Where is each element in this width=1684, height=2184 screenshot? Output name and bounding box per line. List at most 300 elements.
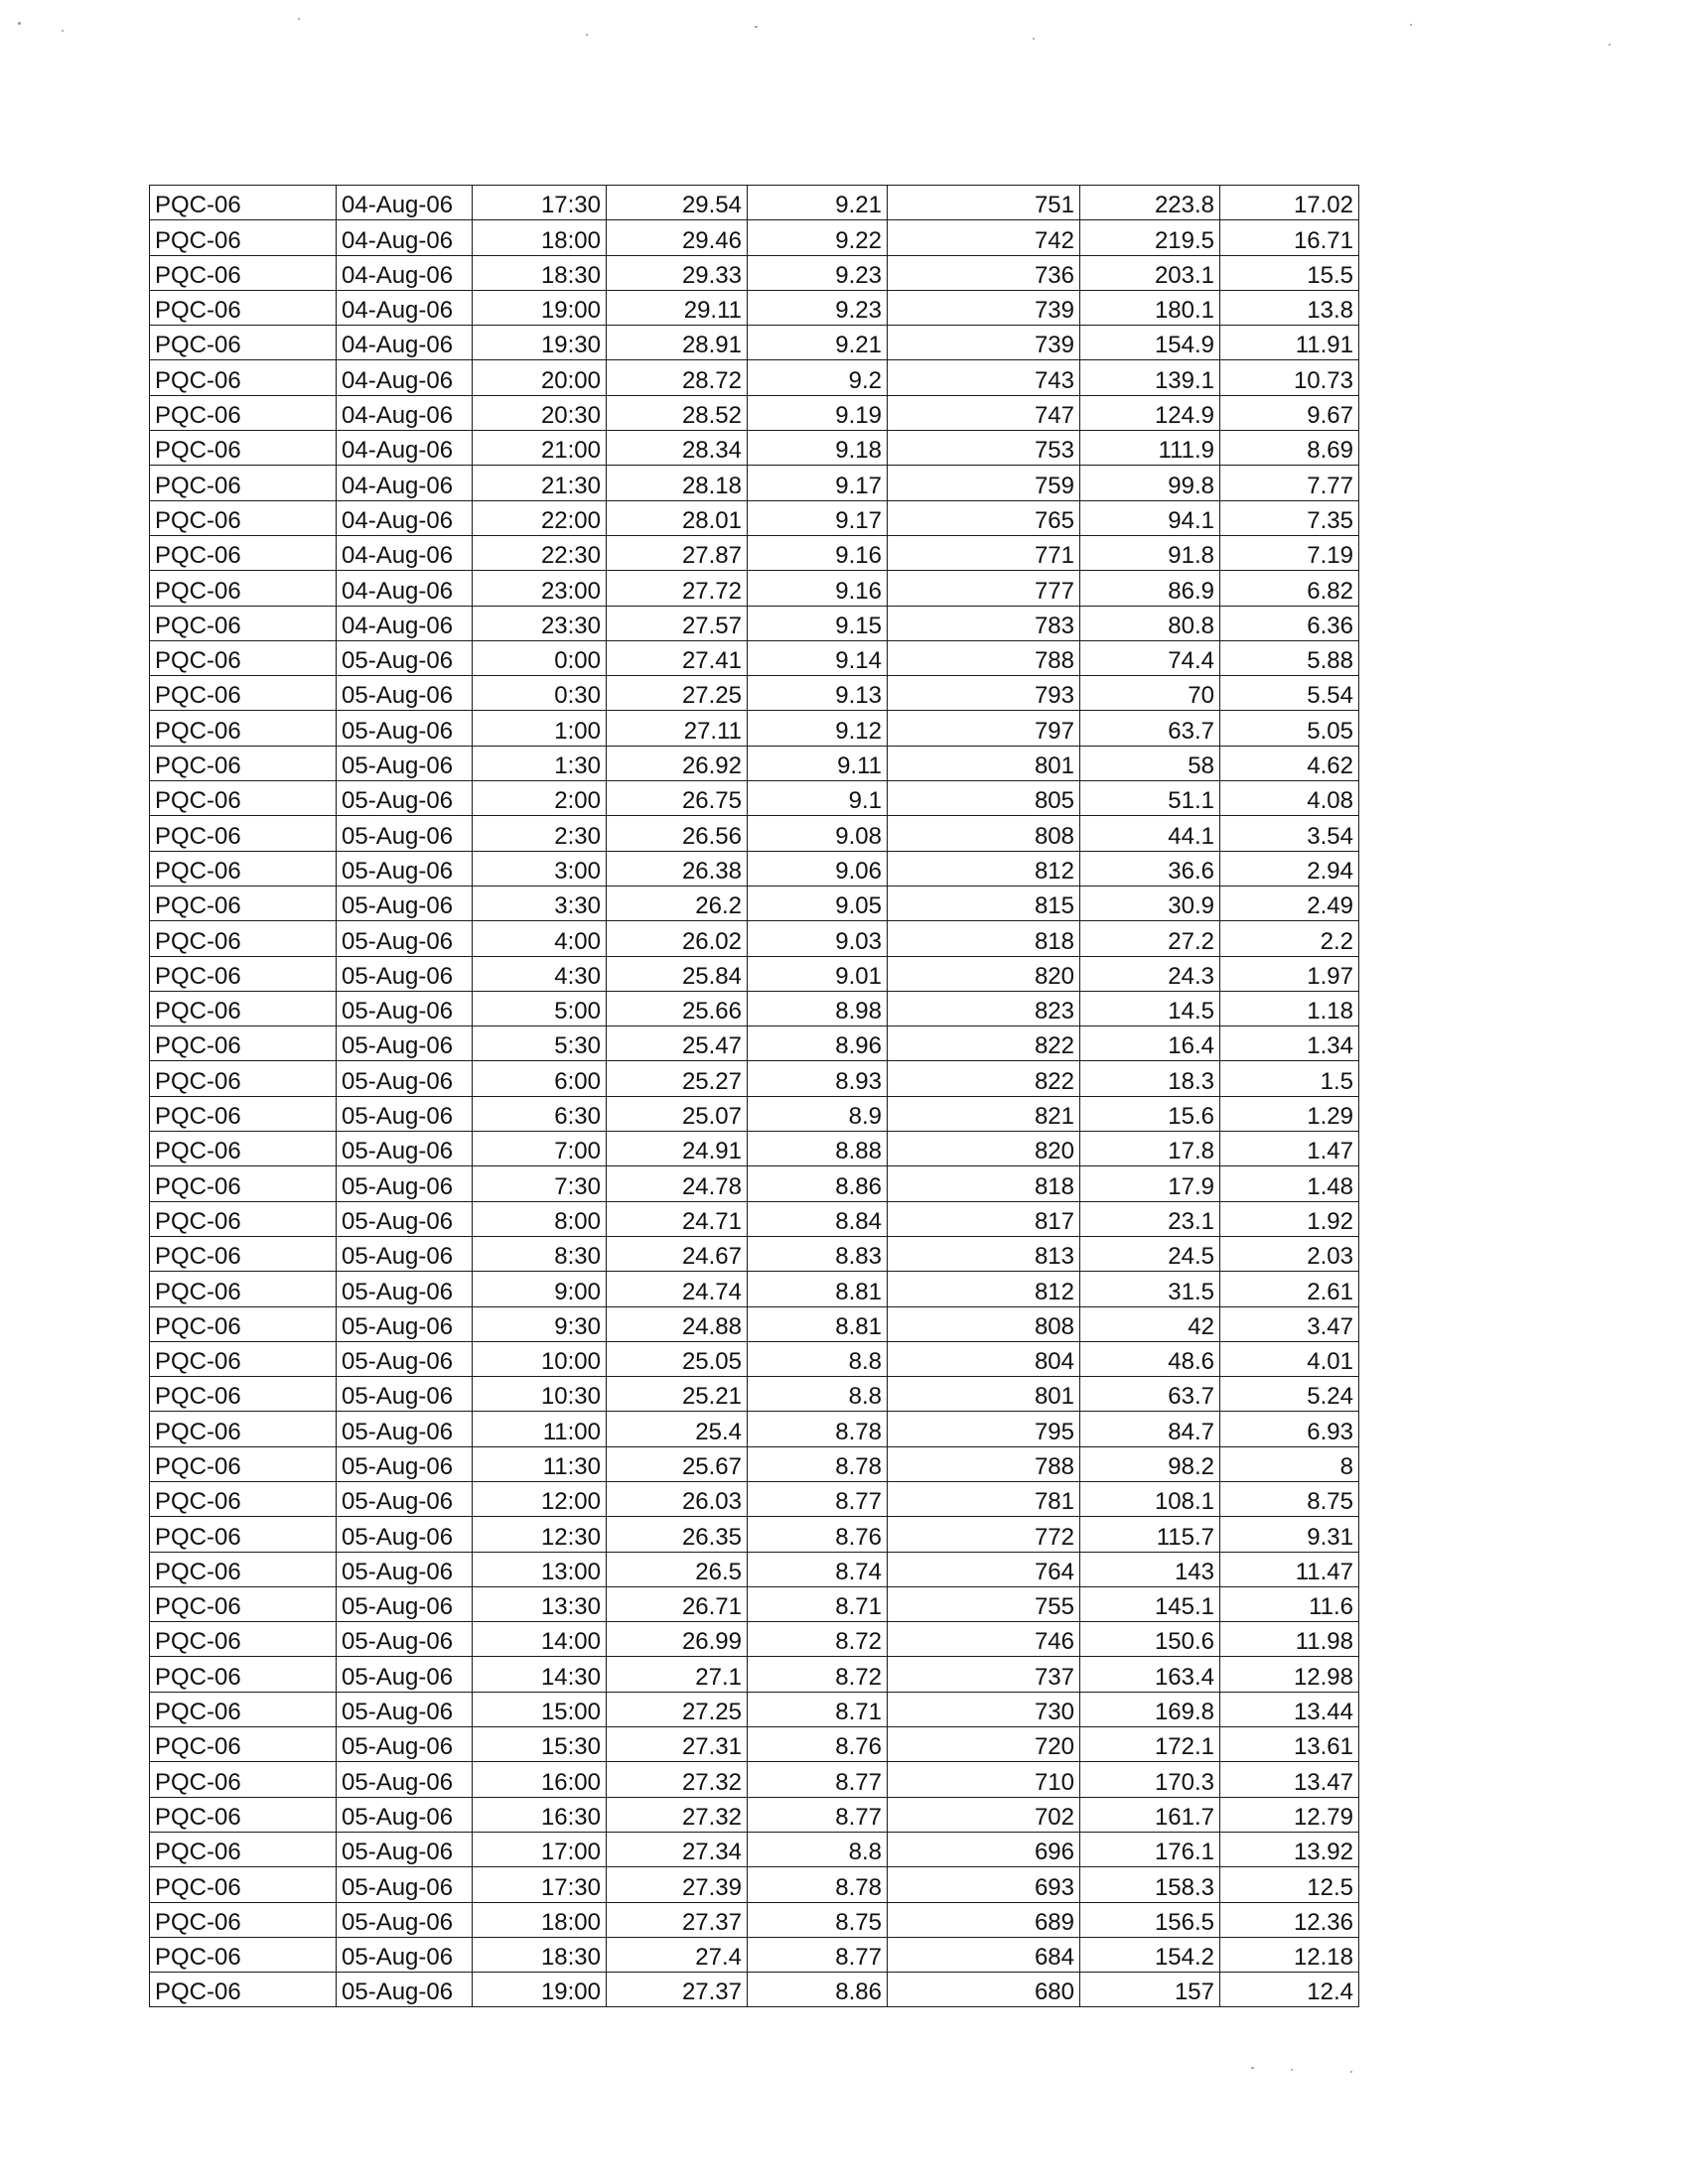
station-id-cell: PQC-06	[150, 1412, 337, 1446]
value-col-5-cell: 8.71	[748, 1692, 888, 1726]
value-col-4-cell: 24.88	[607, 1306, 748, 1341]
time-cell: 17:30	[473, 186, 607, 220]
time-cell: 8:30	[473, 1236, 607, 1271]
value-col-8-cell: 15.5	[1220, 255, 1359, 290]
table-row	[150, 781, 1359, 816]
date-cell: 04-Aug-06	[337, 431, 473, 466]
date-cell: 05-Aug-06	[337, 1867, 473, 1902]
time-cell: 17:00	[473, 1832, 607, 1866]
value-col-6-cell: 805	[888, 781, 1080, 816]
table-row	[150, 886, 1359, 920]
date-cell: 05-Aug-06	[337, 1236, 473, 1271]
value-col-6-cell: 739	[888, 326, 1080, 360]
value-col-5-cell: 8.77	[748, 1481, 888, 1516]
value-col-5-cell: 9.16	[748, 571, 888, 606]
value-col-7-cell: 63.7	[1080, 711, 1220, 746]
date-cell: 05-Aug-06	[337, 1552, 473, 1586]
scan-speck	[1291, 2069, 1293, 2071]
time-cell: 7:00	[473, 1132, 607, 1166]
value-col-8-cell: 5.88	[1220, 640, 1359, 675]
value-col-6-cell: 797	[888, 711, 1080, 746]
time-cell: 21:00	[473, 431, 607, 466]
value-col-4-cell: 25.4	[607, 1412, 748, 1446]
table-row	[150, 816, 1359, 851]
value-col-8-cell: 9.31	[1220, 1517, 1359, 1552]
value-col-6-cell: 793	[888, 676, 1080, 711]
scan-speck	[1033, 38, 1035, 40]
station-id-cell: PQC-06	[150, 1586, 337, 1621]
time-cell: 22:30	[473, 535, 607, 570]
table-row	[150, 1272, 1359, 1306]
station-id-cell: PQC-06	[150, 711, 337, 746]
time-cell: 1:30	[473, 746, 607, 780]
station-id-cell: PQC-06	[150, 1377, 337, 1412]
date-cell: 04-Aug-06	[337, 395, 473, 430]
value-col-4-cell: 24.78	[607, 1166, 748, 1201]
value-col-8-cell: 1.97	[1220, 956, 1359, 991]
time-cell: 18:00	[473, 1902, 607, 1937]
station-id-cell: PQC-06	[150, 186, 337, 220]
value-col-7-cell: 223.8	[1080, 186, 1220, 220]
table-row	[150, 360, 1359, 395]
value-col-8-cell: 8.69	[1220, 431, 1359, 466]
value-col-4-cell: 25.05	[607, 1341, 748, 1376]
value-col-6-cell: 680	[888, 1973, 1080, 2007]
time-cell: 9:00	[473, 1272, 607, 1306]
scan-speck	[1350, 2071, 1352, 2073]
time-cell: 9:30	[473, 1306, 607, 1341]
value-col-4-cell: 29.54	[607, 186, 748, 220]
value-col-4-cell: 27.87	[607, 535, 748, 570]
value-col-7-cell: 24.5	[1080, 1236, 1220, 1271]
time-cell: 20:00	[473, 360, 607, 395]
table-row	[150, 1832, 1359, 1866]
value-col-7-cell: 16.4	[1080, 1026, 1220, 1061]
station-id-cell: PQC-06	[150, 746, 337, 780]
value-col-4-cell: 26.75	[607, 781, 748, 816]
station-id-cell: PQC-06	[150, 1026, 337, 1061]
date-cell: 05-Aug-06	[337, 1622, 473, 1657]
station-id-cell: PQC-06	[150, 956, 337, 991]
date-cell: 05-Aug-06	[337, 1132, 473, 1166]
time-cell: 20:30	[473, 395, 607, 430]
value-col-5-cell: 8.83	[748, 1236, 888, 1271]
value-col-6-cell: 823	[888, 991, 1080, 1025]
station-id-cell: PQC-06	[150, 1727, 337, 1762]
value-col-7-cell: 15.6	[1080, 1096, 1220, 1131]
value-col-4-cell: 24.67	[607, 1236, 748, 1271]
station-id-cell: PQC-06	[150, 1096, 337, 1131]
date-cell: 05-Aug-06	[337, 1272, 473, 1306]
value-col-7-cell: 139.1	[1080, 360, 1220, 395]
station-id-cell: PQC-06	[150, 1657, 337, 1692]
time-cell: 22:00	[473, 500, 607, 535]
table-row	[150, 571, 1359, 606]
value-col-4-cell: 26.35	[607, 1517, 748, 1552]
station-id-cell: PQC-06	[150, 1236, 337, 1271]
value-col-7-cell: 163.4	[1080, 1657, 1220, 1692]
value-col-5-cell: 8.8	[748, 1832, 888, 1866]
value-col-5-cell: 9.19	[748, 395, 888, 430]
value-col-5-cell: 8.93	[748, 1061, 888, 1096]
table-row	[150, 1762, 1359, 1797]
value-col-4-cell: 28.91	[607, 326, 748, 360]
value-col-7-cell: 91.8	[1080, 535, 1220, 570]
date-cell: 04-Aug-06	[337, 500, 473, 535]
time-cell: 14:00	[473, 1622, 607, 1657]
time-cell: 15:30	[473, 1727, 607, 1762]
value-col-5-cell: 9.1	[748, 781, 888, 816]
date-cell: 05-Aug-06	[337, 1377, 473, 1412]
value-col-4-cell: 29.11	[607, 290, 748, 325]
station-id-cell: PQC-06	[150, 1762, 337, 1797]
scan-speck	[18, 22, 21, 25]
station-id-cell: PQC-06	[150, 1341, 337, 1376]
table-row	[150, 431, 1359, 466]
table-row	[150, 1937, 1359, 1972]
station-id-cell: PQC-06	[150, 1132, 337, 1166]
date-cell: 04-Aug-06	[337, 535, 473, 570]
value-col-5-cell: 8.86	[748, 1166, 888, 1201]
date-cell: 05-Aug-06	[337, 1412, 473, 1446]
date-cell: 05-Aug-06	[337, 1727, 473, 1762]
table-row	[150, 1657, 1359, 1692]
station-id-cell: PQC-06	[150, 535, 337, 570]
station-id-cell: PQC-06	[150, 781, 337, 816]
value-col-6-cell: 684	[888, 1937, 1080, 1972]
value-col-6-cell: 822	[888, 1026, 1080, 1061]
value-col-8-cell: 13.44	[1220, 1692, 1359, 1726]
value-col-6-cell: 812	[888, 851, 1080, 886]
value-col-8-cell: 4.01	[1220, 1341, 1359, 1376]
value-col-4-cell: 25.21	[607, 1377, 748, 1412]
value-col-7-cell: 17.8	[1080, 1132, 1220, 1166]
value-col-7-cell: 170.3	[1080, 1762, 1220, 1797]
value-col-4-cell: 26.02	[607, 921, 748, 956]
value-col-5-cell: 8.9	[748, 1096, 888, 1131]
table-row	[150, 1517, 1359, 1552]
time-cell: 0:30	[473, 676, 607, 711]
time-cell: 6:30	[473, 1096, 607, 1131]
value-col-5-cell: 8.78	[748, 1867, 888, 1902]
time-cell: 11:00	[473, 1412, 607, 1446]
station-id-cell: PQC-06	[150, 395, 337, 430]
value-col-7-cell: 94.1	[1080, 500, 1220, 535]
value-col-8-cell: 6.82	[1220, 571, 1359, 606]
time-cell: 23:30	[473, 606, 607, 640]
value-col-5-cell: 9.21	[748, 186, 888, 220]
value-col-8-cell: 7.19	[1220, 535, 1359, 570]
value-col-5-cell: 8.76	[748, 1727, 888, 1762]
table-row	[150, 1132, 1359, 1166]
value-col-6-cell: 730	[888, 1692, 1080, 1726]
table-row	[150, 676, 1359, 711]
value-col-8-cell: 5.24	[1220, 1377, 1359, 1412]
value-col-6-cell: 746	[888, 1622, 1080, 1657]
time-cell: 8:00	[473, 1201, 607, 1236]
value-col-5-cell: 8.78	[748, 1446, 888, 1481]
table-row	[150, 1586, 1359, 1621]
station-id-cell: PQC-06	[150, 1517, 337, 1552]
time-cell: 18:00	[473, 220, 607, 255]
value-col-8-cell: 5.54	[1220, 676, 1359, 711]
station-id-cell: PQC-06	[150, 1692, 337, 1726]
value-col-7-cell: 161.7	[1080, 1797, 1220, 1832]
value-col-4-cell: 27.32	[607, 1797, 748, 1832]
station-id-cell: PQC-06	[150, 676, 337, 711]
value-col-6-cell: 689	[888, 1902, 1080, 1937]
scan-speck	[755, 26, 758, 28]
time-cell: 13:30	[473, 1586, 607, 1621]
value-col-8-cell: 12.4	[1220, 1973, 1359, 2007]
date-cell: 05-Aug-06	[337, 1096, 473, 1131]
value-col-8-cell: 3.47	[1220, 1306, 1359, 1341]
table-row	[150, 1412, 1359, 1446]
value-col-7-cell: 36.6	[1080, 851, 1220, 886]
value-col-7-cell: 42	[1080, 1306, 1220, 1341]
time-cell: 12:30	[473, 1517, 607, 1552]
table-row	[150, 1446, 1359, 1481]
time-cell: 6:00	[473, 1061, 607, 1096]
value-col-6-cell: 808	[888, 816, 1080, 851]
value-col-4-cell: 27.32	[607, 1762, 748, 1797]
time-cell: 2:30	[473, 816, 607, 851]
value-col-8-cell: 2.03	[1220, 1236, 1359, 1271]
value-col-5-cell: 8.72	[748, 1622, 888, 1657]
value-col-6-cell: 759	[888, 466, 1080, 500]
value-col-7-cell: 58	[1080, 746, 1220, 780]
value-col-5-cell: 8.78	[748, 1412, 888, 1446]
value-col-5-cell: 8.81	[748, 1272, 888, 1306]
date-cell: 04-Aug-06	[337, 606, 473, 640]
value-col-7-cell: 18.3	[1080, 1061, 1220, 1096]
value-col-7-cell: 70	[1080, 676, 1220, 711]
station-id-cell: PQC-06	[150, 1306, 337, 1341]
table-row	[150, 1867, 1359, 1902]
value-col-7-cell: 143	[1080, 1552, 1220, 1586]
value-col-7-cell: 74.4	[1080, 640, 1220, 675]
station-id-cell: PQC-06	[150, 220, 337, 255]
value-col-6-cell: 739	[888, 290, 1080, 325]
value-col-8-cell: 12.5	[1220, 1867, 1359, 1902]
value-col-4-cell: 25.67	[607, 1446, 748, 1481]
table-row	[150, 535, 1359, 570]
value-col-4-cell: 27.37	[607, 1902, 748, 1937]
value-col-4-cell: 27.39	[607, 1867, 748, 1902]
value-col-5-cell: 8.86	[748, 1973, 888, 2007]
time-cell: 23:00	[473, 571, 607, 606]
scan-speck	[586, 34, 588, 36]
value-col-7-cell: 31.5	[1080, 1272, 1220, 1306]
time-cell: 18:30	[473, 255, 607, 290]
value-col-4-cell: 27.4	[607, 1937, 748, 1972]
time-cell: 18:30	[473, 1937, 607, 1972]
value-col-7-cell: 24.3	[1080, 956, 1220, 991]
value-col-6-cell: 815	[888, 886, 1080, 920]
time-cell: 4:30	[473, 956, 607, 991]
value-col-4-cell: 24.74	[607, 1272, 748, 1306]
value-col-4-cell: 27.1	[607, 1657, 748, 1692]
value-col-4-cell: 26.71	[607, 1586, 748, 1621]
value-col-8-cell: 11.98	[1220, 1622, 1359, 1657]
date-cell: 04-Aug-06	[337, 466, 473, 500]
value-col-4-cell: 26.03	[607, 1481, 748, 1516]
date-cell: 04-Aug-06	[337, 255, 473, 290]
time-cell: 11:30	[473, 1446, 607, 1481]
station-id-cell: PQC-06	[150, 991, 337, 1025]
table-row	[150, 1166, 1359, 1201]
value-col-5-cell: 8.77	[748, 1797, 888, 1832]
value-col-6-cell: 751	[888, 186, 1080, 220]
station-id-cell: PQC-06	[150, 606, 337, 640]
date-cell: 05-Aug-06	[337, 746, 473, 780]
value-col-6-cell: 822	[888, 1061, 1080, 1096]
table-row	[150, 1622, 1359, 1657]
date-cell: 05-Aug-06	[337, 1937, 473, 1972]
value-col-8-cell: 1.48	[1220, 1166, 1359, 1201]
value-col-8-cell: 10.73	[1220, 360, 1359, 395]
date-cell: 04-Aug-06	[337, 360, 473, 395]
value-col-7-cell: 154.2	[1080, 1937, 1220, 1972]
value-col-5-cell: 8.71	[748, 1586, 888, 1621]
date-cell: 05-Aug-06	[337, 1517, 473, 1552]
value-col-6-cell: 795	[888, 1412, 1080, 1446]
value-col-6-cell: 812	[888, 1272, 1080, 1306]
station-id-cell: PQC-06	[150, 1446, 337, 1481]
value-col-5-cell: 9.13	[748, 676, 888, 711]
value-col-6-cell: 788	[888, 640, 1080, 675]
station-id-cell: PQC-06	[150, 816, 337, 851]
station-id-cell: PQC-06	[150, 571, 337, 606]
value-col-7-cell: 156.5	[1080, 1902, 1220, 1937]
value-col-4-cell: 25.47	[607, 1026, 748, 1061]
date-cell: 05-Aug-06	[337, 1902, 473, 1937]
value-col-7-cell: 30.9	[1080, 886, 1220, 920]
value-col-7-cell: 150.6	[1080, 1622, 1220, 1657]
value-col-8-cell: 4.08	[1220, 781, 1359, 816]
table-row	[150, 711, 1359, 746]
time-cell: 19:00	[473, 290, 607, 325]
value-col-6-cell: 771	[888, 535, 1080, 570]
value-col-4-cell: 28.34	[607, 431, 748, 466]
table-row	[150, 1306, 1359, 1341]
value-col-6-cell: 804	[888, 1341, 1080, 1376]
table-row	[150, 1902, 1359, 1937]
value-col-6-cell: 821	[888, 1096, 1080, 1131]
date-cell: 04-Aug-06	[337, 186, 473, 220]
value-col-8-cell: 1.29	[1220, 1096, 1359, 1131]
date-cell: 05-Aug-06	[337, 1166, 473, 1201]
value-col-6-cell: 818	[888, 1166, 1080, 1201]
time-cell: 12:00	[473, 1481, 607, 1516]
table-row	[150, 395, 1359, 430]
value-col-8-cell: 1.92	[1220, 1201, 1359, 1236]
value-col-8-cell: 16.71	[1220, 220, 1359, 255]
table-row	[150, 1973, 1359, 2007]
table-row	[150, 1096, 1359, 1131]
value-col-6-cell: 813	[888, 1236, 1080, 1271]
date-cell: 05-Aug-06	[337, 956, 473, 991]
scan-speck	[1251, 2067, 1254, 2069]
value-col-8-cell: 1.5	[1220, 1061, 1359, 1096]
date-cell: 04-Aug-06	[337, 220, 473, 255]
time-cell: 19:00	[473, 1973, 607, 2007]
station-id-cell: PQC-06	[150, 1832, 337, 1866]
date-cell: 05-Aug-06	[337, 1973, 473, 2007]
value-col-5-cell: 9.17	[748, 466, 888, 500]
date-cell: 05-Aug-06	[337, 851, 473, 886]
value-col-7-cell: 98.2	[1080, 1446, 1220, 1481]
date-cell: 04-Aug-06	[337, 571, 473, 606]
value-col-5-cell: 8.84	[748, 1201, 888, 1236]
station-id-cell: PQC-06	[150, 886, 337, 920]
value-col-8-cell: 6.93	[1220, 1412, 1359, 1446]
date-cell: 05-Aug-06	[337, 1446, 473, 1481]
value-col-7-cell: 180.1	[1080, 290, 1220, 325]
value-col-6-cell: 736	[888, 255, 1080, 290]
value-col-6-cell: 753	[888, 431, 1080, 466]
date-cell: 05-Aug-06	[337, 991, 473, 1025]
value-col-6-cell: 693	[888, 1867, 1080, 1902]
value-col-7-cell: 108.1	[1080, 1481, 1220, 1516]
value-col-4-cell: 26.2	[607, 886, 748, 920]
value-col-8-cell: 13.92	[1220, 1832, 1359, 1866]
table-row	[150, 466, 1359, 500]
date-cell: 05-Aug-06	[337, 1762, 473, 1797]
value-col-8-cell: 13.61	[1220, 1727, 1359, 1762]
value-col-7-cell: 63.7	[1080, 1377, 1220, 1412]
date-cell: 05-Aug-06	[337, 921, 473, 956]
value-col-5-cell: 8.74	[748, 1552, 888, 1586]
value-col-4-cell: 27.37	[607, 1973, 748, 2007]
time-cell: 0:00	[473, 640, 607, 675]
date-cell: 05-Aug-06	[337, 816, 473, 851]
table-row	[150, 1061, 1359, 1096]
value-col-6-cell: 742	[888, 220, 1080, 255]
value-col-7-cell: 154.9	[1080, 326, 1220, 360]
value-col-5-cell: 8.8	[748, 1377, 888, 1412]
value-col-7-cell: 219.5	[1080, 220, 1220, 255]
table-row	[150, 290, 1359, 325]
table-row	[150, 640, 1359, 675]
time-cell: 7:30	[473, 1166, 607, 1201]
value-col-5-cell: 8.8	[748, 1341, 888, 1376]
value-col-4-cell: 24.91	[607, 1132, 748, 1166]
value-col-4-cell: 29.33	[607, 255, 748, 290]
time-cell: 3:30	[473, 886, 607, 920]
table-row	[150, 326, 1359, 360]
value-col-7-cell: 27.2	[1080, 921, 1220, 956]
value-col-7-cell: 176.1	[1080, 1832, 1220, 1866]
value-col-6-cell: 710	[888, 1762, 1080, 1797]
station-id-cell: PQC-06	[150, 360, 337, 395]
date-cell: 05-Aug-06	[337, 1586, 473, 1621]
value-col-8-cell: 11.6	[1220, 1586, 1359, 1621]
value-col-8-cell: 13.47	[1220, 1762, 1359, 1797]
value-col-4-cell: 26.56	[607, 816, 748, 851]
value-col-6-cell: 817	[888, 1201, 1080, 1236]
value-col-7-cell: 203.1	[1080, 255, 1220, 290]
time-cell: 3:00	[473, 851, 607, 886]
value-col-5-cell: 9.08	[748, 816, 888, 851]
time-cell: 19:30	[473, 326, 607, 360]
date-cell: 05-Aug-06	[337, 676, 473, 711]
value-col-5-cell: 9.2	[748, 360, 888, 395]
time-cell: 10:30	[473, 1377, 607, 1412]
value-col-6-cell: 696	[888, 1832, 1080, 1866]
value-col-4-cell: 27.25	[607, 676, 748, 711]
time-cell: 10:00	[473, 1341, 607, 1376]
